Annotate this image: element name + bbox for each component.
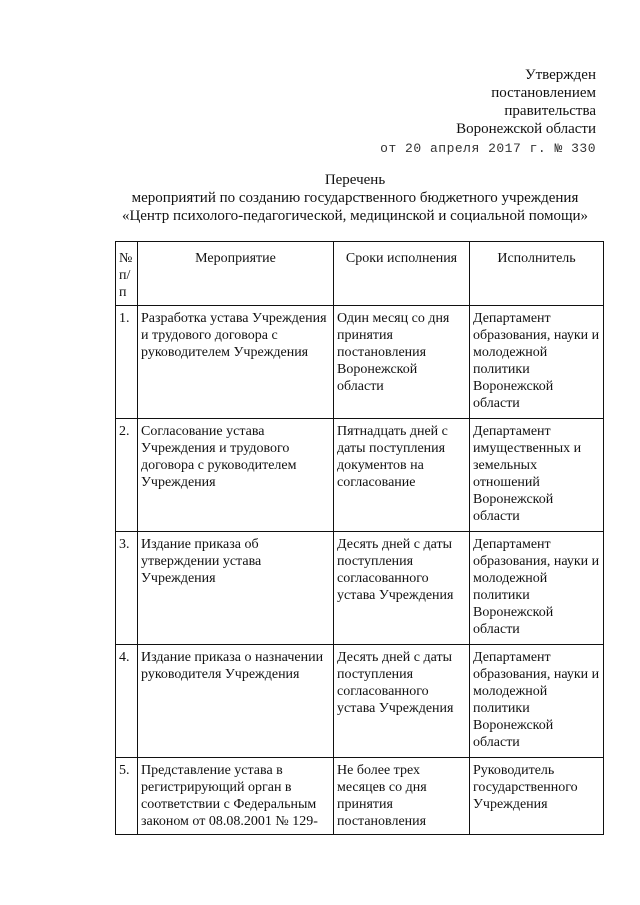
table-row [116, 306, 604, 419]
row-activity: Разработка устава Учреждения и трудового договора с руководителем Учреждения [138, 306, 334, 419]
approval-line-region: Воронежской области [456, 121, 596, 137]
approval-line-approved: Утвержден [524, 67, 596, 83]
approval-date: от 20 апреля 2017 г. № 330 [380, 141, 596, 156]
row-num: 3. [116, 532, 138, 645]
row-executor: Департамент образования, науки и молодежной политики Воронежской области [470, 645, 604, 758]
table-row [116, 419, 604, 532]
row-deadline: Пятнадцать дней с даты поступления документов на согласование [334, 419, 470, 532]
events-table [115, 241, 604, 835]
document-title [110, 171, 600, 225]
row-num: 1. [116, 306, 138, 419]
approval-line-resolution: постановлением [491, 85, 596, 101]
header-deadline: Сроки исполнения [334, 242, 470, 306]
row-deadline: Десять дней с даты поступления согласованного устава Учреждения [334, 645, 470, 758]
row-deadline: Не более трех месяцев со дня принятия постановления [334, 758, 470, 835]
row-num: 4. [116, 645, 138, 758]
row-deadline: Один месяц со дня принятия постановления Воронежской области [334, 306, 470, 419]
row-num: 2. [116, 419, 138, 532]
row-executor: Руководитель государственного Учреждения [470, 758, 604, 835]
row-activity: Издание приказа о назначении руководителя Учреждения [138, 645, 334, 758]
title-heading: Перечень [324, 172, 386, 188]
row-deadline: Десять дней с даты поступления согласованного устава Учреждения [334, 532, 470, 645]
title-line-2: «Центр психолого-педагогической, медицинской и социальной помощи» [121, 208, 589, 224]
header-activity: Мероприятие [138, 242, 334, 306]
row-num: 5. [116, 758, 138, 835]
row-executor: Департамент образования, науки и молодежной политики Воронежской области [470, 532, 604, 645]
header-num: № п/п [116, 242, 138, 306]
title-line-1: мероприятий по созданию государственного бюджетного учреждения [131, 190, 579, 206]
row-activity: Издание приказа об утверждении устава Учреждения [138, 532, 334, 645]
row-executor: Департамент имущественных и земельных отношений Воронежской области [470, 419, 604, 532]
table-row [116, 758, 604, 835]
table-row [116, 532, 604, 645]
approval-stamp [380, 66, 596, 158]
row-activity: Согласование устава Учреждения и трудового договора с руководителем Учреждения [138, 419, 334, 532]
row-executor: Департамент образования, науки и молодежной политики Воронежской области [470, 306, 604, 419]
row-activity: Представление устава в регистрирующий орган в соответствии с Федеральным законом от 08.08.2001 № 129- [138, 758, 334, 835]
approval-line-government: правительства [504, 103, 596, 119]
header-executor: Исполнитель [470, 242, 604, 306]
table-row [116, 645, 604, 758]
table-header-row [116, 242, 604, 306]
